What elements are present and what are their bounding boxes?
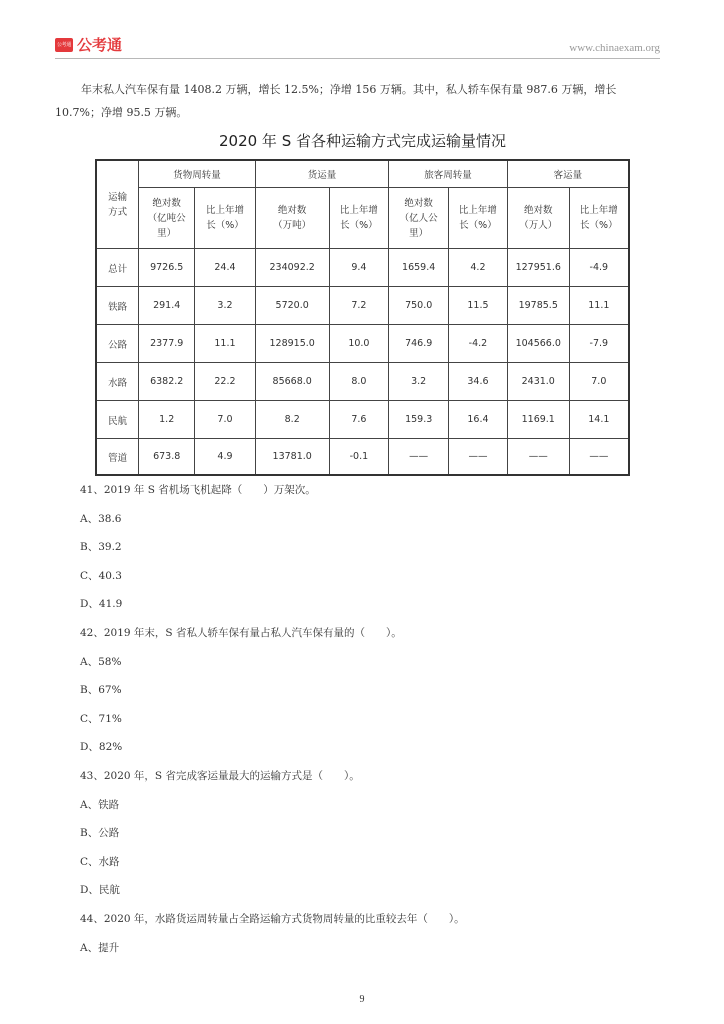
subheader <box>139 188 195 249</box>
logo <box>55 37 122 53</box>
value-cell: -4.9 <box>569 249 629 287</box>
value-cell: 104566.0 <box>507 325 569 363</box>
value-cell: 8.0 <box>329 363 389 401</box>
answer-option[interactable]: C、水路 <box>80 855 120 868</box>
table-row <box>96 439 629 476</box>
answer-option[interactable]: D、41.9 <box>80 598 123 611</box>
site-url: www.chinaexam.org <box>569 42 660 54</box>
page-number: 9 <box>359 994 365 1005</box>
intro-line-1: 年末私人汽车保有量 1408.2 万辆，增长 12.5%；净增 156 万辆。其中，私人轿车保有量 987.6 万辆，增长 <box>81 83 617 96</box>
subheader-label: 比上年增长（%） <box>205 205 244 231</box>
value-cell: 16.4 <box>449 401 508 439</box>
value-cell: 9726.5 <box>139 249 195 287</box>
value-cell: 2431.0 <box>507 363 569 401</box>
mode-cell: 管道 <box>96 439 139 476</box>
value-cell: 1659.4 <box>389 249 449 287</box>
value-cell: 7.6 <box>329 401 389 439</box>
value-cell: 22.2 <box>195 363 256 401</box>
table-title: 2020 年 S 省各种运输方式完成运输量情况 <box>218 132 506 150</box>
value-cell: 291.4 <box>139 287 195 325</box>
value-cell: 7.2 <box>329 287 389 325</box>
table-row <box>96 249 629 287</box>
page-header <box>55 36 660 59</box>
value-cell: 4.2 <box>449 249 508 287</box>
subheader-label: 绝对数（万吨） <box>273 205 312 231</box>
value-cell: 11.1 <box>195 325 256 363</box>
value-cell: —— <box>389 439 449 476</box>
mode-cell: 水路 <box>96 363 139 401</box>
value-cell: 6382.2 <box>139 363 195 401</box>
answer-option[interactable]: C、40.3 <box>80 569 122 582</box>
value-cell: 10.0 <box>329 325 389 363</box>
subheader-label: 比上年增长（%） <box>458 205 497 231</box>
answer-option[interactable]: B、39.2 <box>80 541 122 554</box>
value-cell: 128915.0 <box>255 325 329 363</box>
mode-cell: 铁路 <box>96 287 139 325</box>
intro-line-2: 10.7%；净增 95.5 万辆。 <box>55 106 188 119</box>
value-cell: 7.0 <box>569 363 629 401</box>
value-cell: 746.9 <box>389 325 449 363</box>
logo-text: 公考通 <box>77 36 123 54</box>
transport-table <box>95 159 630 476</box>
subheader-label: 比上年增长（%） <box>579 205 618 231</box>
table-row <box>96 363 629 401</box>
table-row <box>96 325 629 363</box>
subheader <box>569 188 629 249</box>
answer-option[interactable]: A、38.6 <box>80 512 122 525</box>
group-header: 货运量 <box>255 160 388 188</box>
value-cell: —— <box>507 439 569 476</box>
value-cell: 159.3 <box>389 401 449 439</box>
value-cell: 19785.5 <box>507 287 569 325</box>
answer-option[interactable]: A、提升 <box>80 941 120 954</box>
row-header-cell <box>96 160 139 249</box>
questions <box>80 476 660 962</box>
value-cell: 750.0 <box>389 287 449 325</box>
answer-option[interactable]: D、民航 <box>80 884 120 897</box>
value-cell: 7.0 <box>195 401 256 439</box>
subheader <box>255 188 329 249</box>
table-row <box>96 287 629 325</box>
value-cell: 1.2 <box>139 401 195 439</box>
subheader <box>507 188 569 249</box>
answer-option[interactable]: C、71% <box>80 712 122 725</box>
value-cell: 14.1 <box>569 401 629 439</box>
table-row <box>96 401 629 439</box>
group-header: 旅客周转量 <box>389 160 508 188</box>
mode-cell: 公路 <box>96 325 139 363</box>
question-stem: 43、2020 年，S 省完成客运量最大的运输方式是（ ）。 <box>80 769 360 782</box>
value-cell: 1169.1 <box>507 401 569 439</box>
question-stem: 44、2020 年，水路货运周转量占全路运输方式货物周转量的比重较去年（ ）。 <box>80 912 465 925</box>
subheader <box>195 188 256 249</box>
value-cell: 11.5 <box>449 287 508 325</box>
logo-mark-icon: 公考通 <box>55 38 73 52</box>
mode-cell: 总计 <box>96 249 139 287</box>
subheader-label: 比上年增长（%） <box>339 205 378 231</box>
value-cell: 9.4 <box>329 249 389 287</box>
answer-option[interactable]: B、67% <box>80 684 122 697</box>
subheader <box>329 188 389 249</box>
value-cell: -7.9 <box>569 325 629 363</box>
value-cell: —— <box>449 439 508 476</box>
subheader <box>449 188 508 249</box>
subheader-label: 绝对数（亿人公里） <box>399 197 438 239</box>
intro-paragraph <box>55 78 665 124</box>
answer-option[interactable]: A、铁路 <box>80 798 120 811</box>
subheader-label: 绝对数（亿吨公里） <box>147 197 186 239</box>
subheader-label: 绝对数（万人） <box>519 205 558 231</box>
group-header: 客运量 <box>507 160 629 188</box>
subheader <box>389 188 449 249</box>
value-cell: 34.6 <box>449 363 508 401</box>
value-cell: 5720.0 <box>255 287 329 325</box>
mode-cell: 民航 <box>96 401 139 439</box>
row-header-label: 运输方式 <box>108 191 128 218</box>
value-cell: 85668.0 <box>255 363 329 401</box>
group-header: 货物周转量 <box>139 160 256 188</box>
question-stem: 41、2019 年 S 省机场飞机起降（ ）万架次。 <box>80 484 316 496</box>
value-cell: 234092.2 <box>255 249 329 287</box>
value-cell: 8.2 <box>255 401 329 439</box>
value-cell: -0.1 <box>329 439 389 476</box>
value-cell: 4.9 <box>195 439 256 476</box>
value-cell: 3.2 <box>195 287 256 325</box>
value-cell: —— <box>569 439 629 476</box>
value-cell: 13781.0 <box>255 439 329 476</box>
answer-option[interactable]: D、82% <box>80 741 123 754</box>
value-cell: -4.2 <box>449 325 508 363</box>
answer-option[interactable]: A、58% <box>80 655 122 668</box>
value-cell: 11.1 <box>569 287 629 325</box>
value-cell: 24.4 <box>195 249 256 287</box>
question-stem: 42、2019 年末，S 省私人轿车保有量占私人汽车保有量的（ ）。 <box>80 626 402 639</box>
answer-option[interactable]: B、公路 <box>80 827 120 840</box>
value-cell: 3.2 <box>389 363 449 401</box>
value-cell: 127951.6 <box>507 249 569 287</box>
value-cell: 2377.9 <box>139 325 195 363</box>
value-cell: 673.8 <box>139 439 195 476</box>
